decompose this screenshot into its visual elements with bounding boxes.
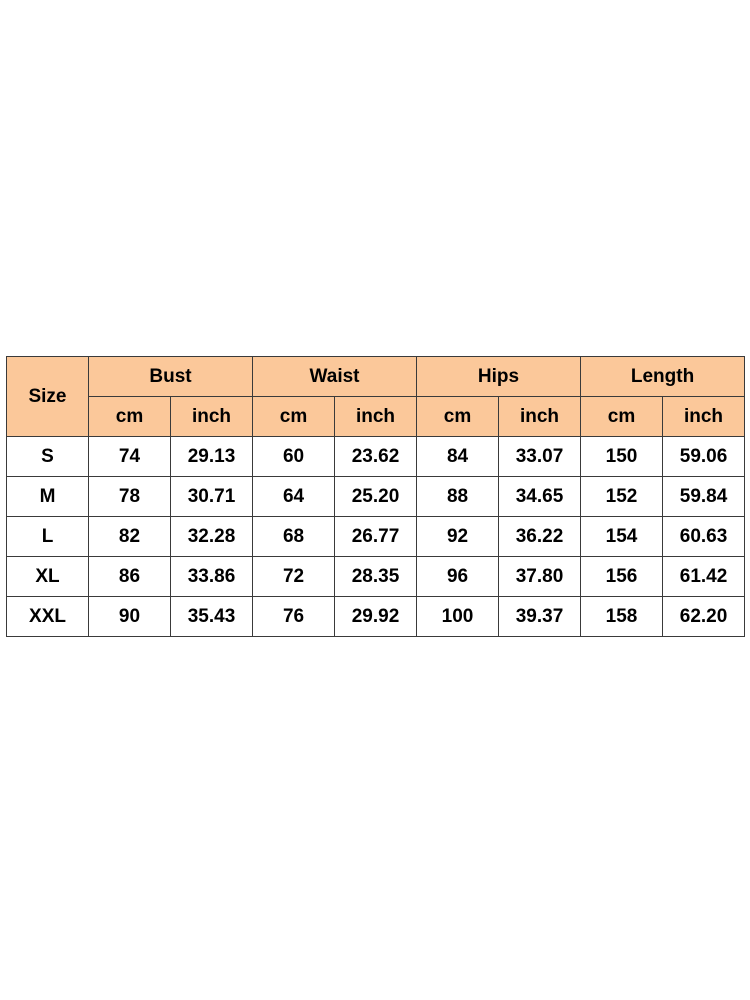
table-cell: 33.07 [499,437,581,477]
unit-header: cm [89,397,171,437]
hips-header: Hips [417,357,581,397]
unit-header: inch [171,397,253,437]
table-cell: 100 [417,597,499,637]
unit-header: cm [581,397,663,437]
table-cell: 152 [581,477,663,517]
table-cell: 59.06 [663,437,745,477]
size-label: S [7,437,89,477]
bust-header: Bust [89,357,253,397]
table-cell: 34.65 [499,477,581,517]
table-cell: 150 [581,437,663,477]
table-cell: 62.20 [663,597,745,637]
table-cell: 60 [253,437,335,477]
size-label: XL [7,557,89,597]
table-cell: 78 [89,477,171,517]
table-row [7,477,745,517]
table-cell: 156 [581,557,663,597]
table-cell: 154 [581,517,663,557]
table-cell: 39.37 [499,597,581,637]
size-chart-table [6,356,745,637]
table-cell: 68 [253,517,335,557]
table-cell: 35.43 [171,597,253,637]
size-label: L [7,517,89,557]
table-cell: 61.42 [663,557,745,597]
table-row [7,557,745,597]
unit-header: inch [335,397,417,437]
table-cell: 60.63 [663,517,745,557]
table-cell: 23.62 [335,437,417,477]
unit-header: inch [499,397,581,437]
table-cell: 158 [581,597,663,637]
waist-header: Waist [253,357,417,397]
table-cell: 84 [417,437,499,477]
unit-header: cm [253,397,335,437]
table-cell: 37.80 [499,557,581,597]
table-cell: 64 [253,477,335,517]
header-row-groups [7,357,745,397]
size-label: XXL [7,597,89,637]
table-cell: 74 [89,437,171,477]
table-cell: 36.22 [499,517,581,557]
table-cell: 86 [89,557,171,597]
size-header: Size [7,357,89,437]
table-cell: 92 [417,517,499,557]
table-cell: 76 [253,597,335,637]
table-cell: 25.20 [335,477,417,517]
table-cell: 28.35 [335,557,417,597]
size-label: M [7,477,89,517]
table-cell: 59.84 [663,477,745,517]
header-row-units [7,397,745,437]
length-header: Length [581,357,745,397]
table-cell: 82 [89,517,171,557]
table-cell: 88 [417,477,499,517]
table-row [7,517,745,557]
table-cell: 72 [253,557,335,597]
table-cell: 26.77 [335,517,417,557]
table-row [7,437,745,477]
table-cell: 32.28 [171,517,253,557]
table-cell: 96 [417,557,499,597]
unit-header: cm [417,397,499,437]
unit-header: inch [663,397,745,437]
table-row [7,597,745,637]
table-cell: 33.86 [171,557,253,597]
table-cell: 30.71 [171,477,253,517]
table-cell: 29.13 [171,437,253,477]
table-cell: 29.92 [335,597,417,637]
table-cell: 90 [89,597,171,637]
